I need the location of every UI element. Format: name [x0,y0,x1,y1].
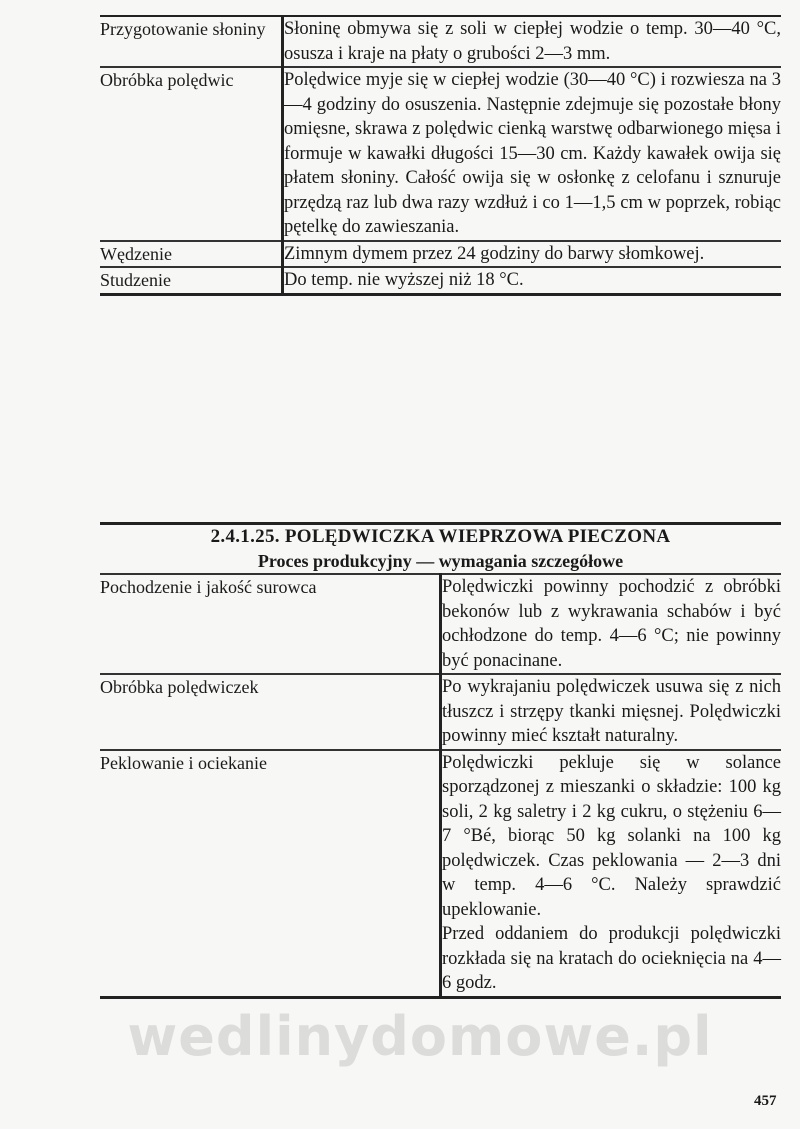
row-label: Pochodzenie i jakość surowca [100,574,441,674]
row-label: Peklowanie i ociekanie [100,750,441,998]
row-text: Do temp. nie wyższej niż 18 °C. [283,267,782,294]
row-text-part: Przed oddaniem do produkcji polędwiczki rozkłada się na kratach do ocieknięcia na 4—6 godz. [442,924,781,993]
table-row [100,16,781,67]
table-header-row [100,524,781,575]
section-title: 2.4.1.25. POLĘDWICZKA WIEPRZOWA PIECZONA [210,526,671,547]
row-text [441,750,782,998]
table-poledwica [100,15,781,296]
row-text: Po wykrajaniu polędwiczek usuwa się z nich tłuszcz i strzępy tkanki mięsnej. Polędwiczki powinny mieć kształt naturalny. [441,674,782,750]
row-text: Zimnym dymem przez 24 godziny do barwy słomkowej. [283,241,782,268]
table-row [100,750,781,998]
row-label: Studzenie [100,267,283,294]
row-label: Obróbka polędwic [100,67,283,241]
table-row [100,241,781,268]
row-text: Polędwice myje się w ciepłej wodzie (30—40 °C) i rozwiesza na 3—4 godziny do osuszenia. Następnie zdejmuje się pozostałe błony omięsne, skrawa z polędwic cienką warstwę odbarwionego mięsa i formuje w kawałki długości 15—30 cm. Każdy kawałek owija się płatem słoniny. Całość owija się w osłonkę z celofanu i sznuruje przędzą raz lub dwa razy wzdłuż i co 1—1,5 cm w poprzek, robiąc pętelkę do zawieszania. [283,67,782,241]
row-text: Polędwiczki powinny pochodzić z obróbki bekonów lub z wykrawania schabów i być ochłodzone do temp. 4—6 °C; nie powinny być ponacinane. [442,577,781,671]
page-number: 457 [754,1093,777,1109]
row-label: Obróbka polędwiczek [100,674,441,750]
table-row [100,674,781,750]
table-row [100,67,781,241]
row-label: Wędzenie [100,241,283,268]
watermark: wedlinydomowe.pl [127,1005,713,1068]
row-text: Słoninę obmywa się z soli w ciepłej wodzie o temp. 30—40 °C, osusza i kraje na płaty o grubości 2—3 mm. [284,19,781,64]
table-row [100,267,781,294]
row-label: Przygotowanie słoniny [100,16,283,67]
row-text-part: Polędwiczki pekluje się w solance sporządzonej z mieszanki o składzie: 100 kg soli, 2 kg saletry i 2 kg cukru, o stężeniu 6—7 °Bé, biorąc 50 kg solanki na 100 kg polędwiczek. Czas peklowania — 2—3 dni w temp. 4—6 °C. Należy sprawdzić upeklowanie. [442,752,781,920]
table-header [100,524,781,575]
table-row [100,574,781,674]
section-subtitle: Proces produkcyjny — wymagania szczegółowe [257,551,624,571]
table-poledwiczka [100,522,781,999]
